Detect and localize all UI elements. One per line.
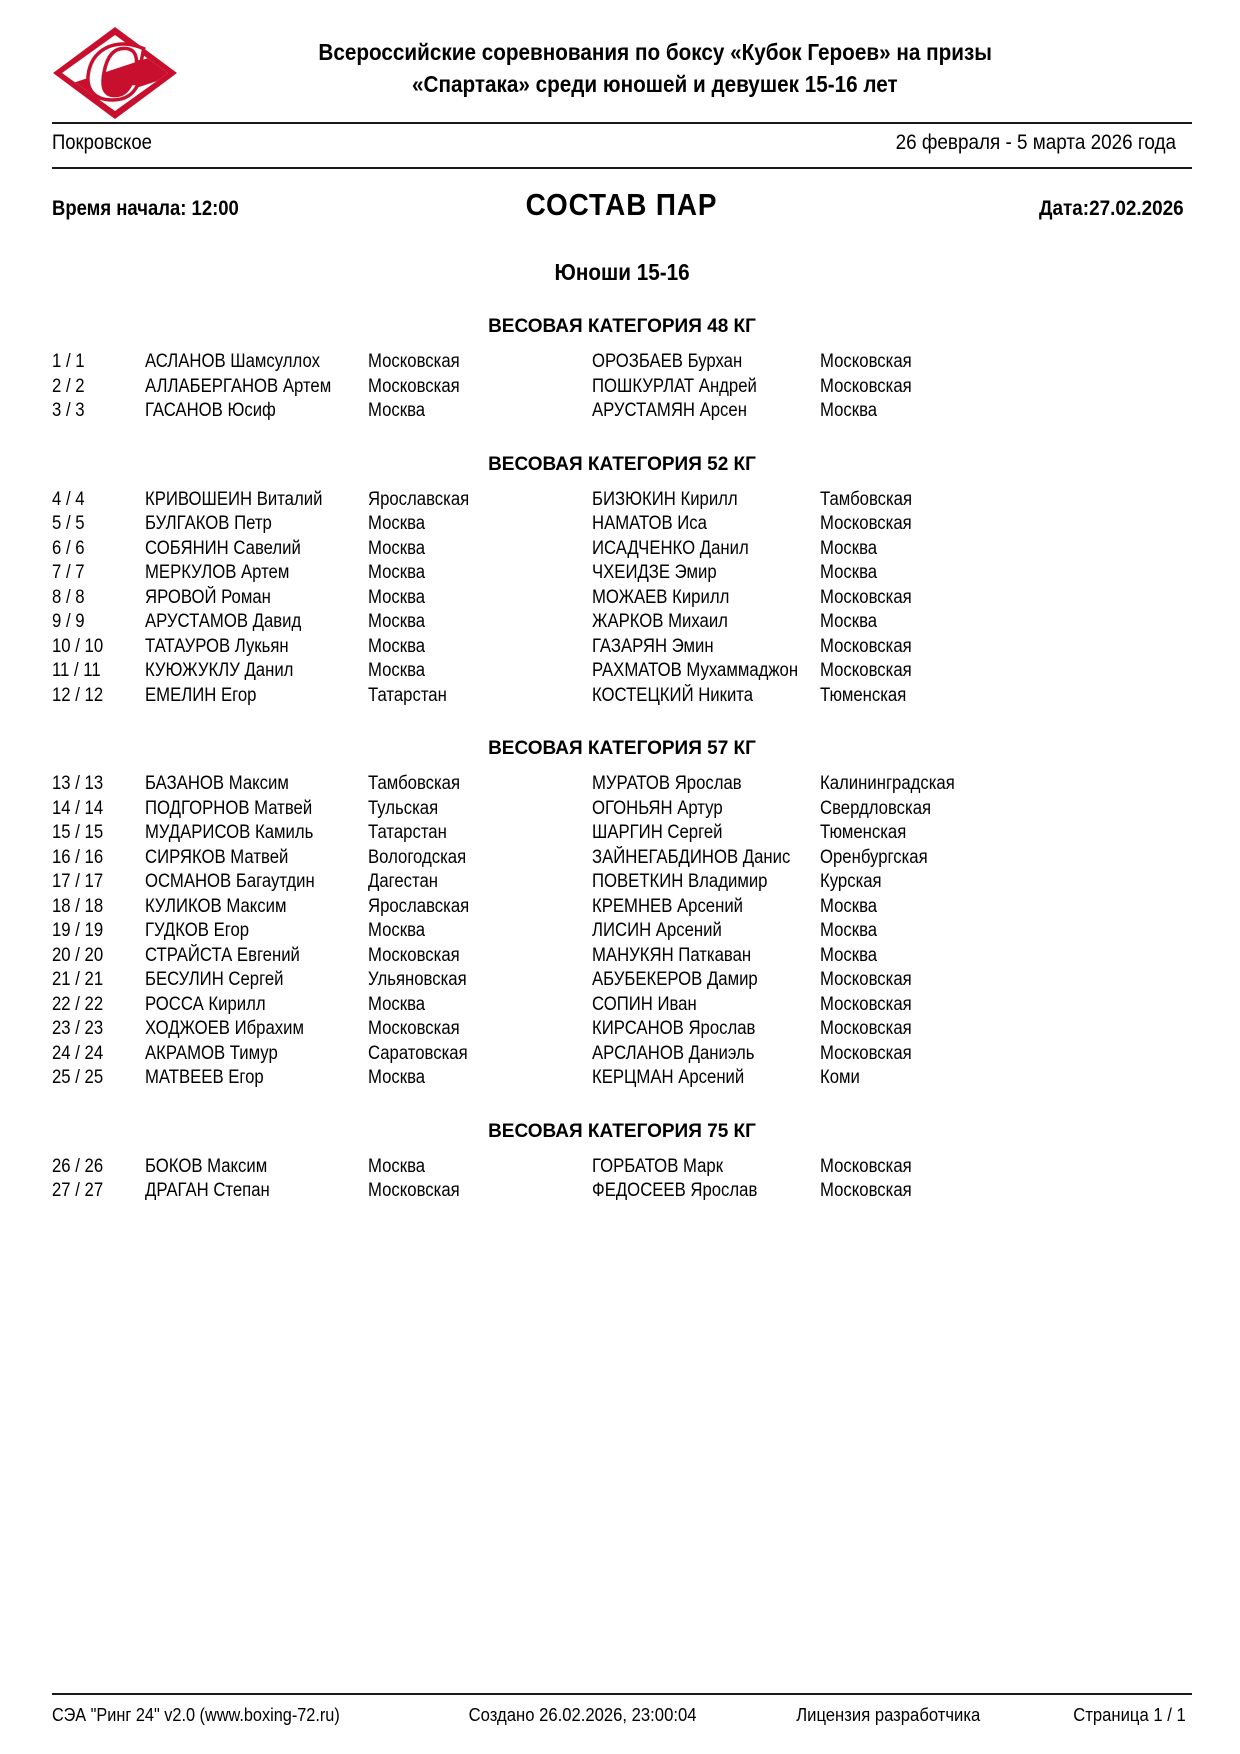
red-corner-region: Московская (368, 1180, 460, 1201)
blue-corner-name: КРЕМНЕВ Арсений (592, 895, 744, 917)
blue-corner-name: ФЕДОСЕЕВ Ярослав (592, 1180, 758, 1201)
blue-corner-region: Московская (820, 1155, 912, 1177)
pair-number: 3 / 3 (52, 400, 85, 421)
blue-corner-name: БИЗЮКИН Кирилл (592, 488, 738, 510)
pair-row (52, 968, 1192, 993)
blue-corner-name: ЗАЙНЕГАБДИНОВ Данис (592, 846, 791, 868)
blue-corner-name: МУРАТОВ Ярослав (592, 773, 742, 794)
blue-corner-region: Московская (820, 1042, 912, 1064)
red-corner-name: ДРАГАН Степан (145, 1180, 270, 1201)
blue-corner-region: Москва (820, 611, 878, 632)
document-footer (52, 1693, 1192, 1726)
blue-corner-region: Московская (820, 375, 912, 397)
red-corner-region: Ярославская (368, 488, 470, 510)
blue-corner-name: ГОРБАТОВ Марк (592, 1155, 724, 1177)
pair-row (52, 1017, 1192, 1042)
pair-number: 21 / 21 (52, 969, 104, 990)
category-heading: ВЕСОВАЯ КАТЕГОРИЯ 75 КГ (488, 1120, 756, 1142)
pair-row (52, 870, 1192, 895)
pair-row (52, 350, 1192, 375)
blue-corner-region: Оренбургская (820, 846, 928, 868)
blue-corner-name: ЧХЕИДЗЕ Эмир (592, 562, 717, 583)
blue-corner-region: Московская (820, 969, 912, 990)
blue-corner-name: КИРСАНОВ Ярослав (592, 1018, 756, 1039)
red-corner-name: ПОДГОРНОВ Матвей (145, 797, 313, 819)
section-rows (52, 1155, 1192, 1204)
blue-corner-name: ОГОНЬЯН Артур (592, 797, 723, 819)
date-range-label: 26 февраля - 5 марта 2026 года (895, 131, 1177, 154)
title-line-1: Всероссийские соревнования по боксу «Кубок Героев» на призы (318, 39, 992, 65)
blue-corner-name: ЖАРКОВ Михаил (592, 611, 728, 632)
red-corner-region: Тамбовская (368, 773, 461, 794)
red-corner-name: ЕМЕЛИН Егор (145, 684, 257, 706)
pair-number: 9 / 9 (52, 611, 85, 632)
red-corner-region: Москва (368, 635, 426, 657)
red-corner-name: ХОДЖОЕВ Ибрахим (145, 1018, 304, 1039)
footer-created: Создано 26.02.2026, 23:00:04 (468, 1704, 697, 1725)
pair-number: 7 / 7 (52, 562, 85, 583)
footer-software: СЭА "Ринг 24" v2.0 (www.boxing-72.ru) (52, 1704, 340, 1725)
pair-number: 6 / 6 (52, 537, 85, 559)
blue-corner-name: МАНУКЯН Паткаван (592, 944, 752, 966)
red-corner-region: Москва (368, 1067, 426, 1088)
start-time-label: Время начала: 12:00 (52, 197, 239, 220)
blue-corner-region: Тюменская (820, 822, 907, 843)
pair-row (52, 846, 1192, 871)
pair-number: 14 / 14 (52, 797, 104, 819)
pair-number: 18 / 18 (52, 895, 104, 917)
red-corner-name: МУДАРИСОВ Камиль (145, 822, 314, 843)
pair-row (52, 1155, 1192, 1180)
weight-category-section (52, 1121, 1192, 1204)
blue-corner-region: Курская (820, 871, 882, 892)
blue-corner-region: Москва (820, 895, 878, 917)
red-corner-name: БУЛГАКОВ Петр (145, 513, 272, 534)
doc-date-label: Дата:27.02.2026 (1039, 197, 1184, 220)
pair-number: 24 / 24 (52, 1042, 104, 1064)
pair-number: 2 / 2 (52, 375, 85, 397)
red-corner-region: Саратовская (368, 1042, 468, 1064)
red-corner-name: ГУДКОВ Егор (145, 920, 250, 941)
weight-category-section (52, 454, 1192, 709)
blue-corner-name: АРУСТАМЯН Арсен (592, 400, 747, 421)
pair-row (52, 944, 1192, 969)
competition-title (178, 26, 1192, 100)
red-corner-name: КУЛИКОВ Максим (145, 895, 287, 917)
red-corner-name: КРИВОШЕИН Виталий (145, 488, 323, 510)
red-corner-region: Московская (368, 1018, 460, 1039)
red-corner-name: СИРЯКОВ Матвей (145, 846, 289, 868)
pair-number: 16 / 16 (52, 846, 104, 868)
red-corner-name: МЕРКУЛОВ Артем (145, 562, 290, 583)
pair-row (52, 1042, 1192, 1067)
document-title-row (52, 169, 1192, 223)
red-corner-name: СОБЯНИН Савелий (145, 537, 301, 559)
red-corner-region: Московская (368, 375, 460, 397)
title-line-2: «Спартака» среди юношей и девушек 15-16 лет (412, 71, 898, 98)
red-corner-region: Тульская (368, 797, 439, 819)
blue-corner-name: РАХМАТОВ Мухаммаджон (592, 660, 799, 681)
pair-number: 11 / 11 (52, 660, 101, 681)
blue-corner-name: ЛИСИН Арсений (592, 920, 722, 941)
red-corner-name: БАЗАНОВ Максим (145, 773, 289, 794)
pair-row (52, 895, 1192, 920)
section-rows (52, 350, 1192, 424)
blue-corner-region: Москва (820, 920, 878, 941)
pair-row (52, 993, 1192, 1018)
pair-row (52, 512, 1192, 537)
blue-corner-region: Калининградская (820, 773, 955, 794)
category-heading: ВЕСОВАЯ КАТЕГОРИЯ 48 КГ (488, 316, 756, 337)
page-title: СОСТАВ ПАР (526, 187, 718, 222)
red-corner-region: Московская (368, 351, 460, 372)
pair-number: 13 / 13 (52, 773, 104, 794)
pair-number: 27 / 27 (52, 1180, 104, 1201)
red-corner-region: Москва (368, 400, 426, 421)
blue-corner-region: Московская (820, 1018, 912, 1039)
pair-row (52, 610, 1192, 635)
meta-row (52, 124, 1192, 167)
red-corner-name: СТРАЙСТА Евгений (145, 944, 300, 966)
location-label: Покровское (52, 131, 152, 154)
blue-corner-region: Москва (820, 562, 878, 583)
spartak-logo-icon (52, 26, 178, 120)
blue-corner-region: Коми (820, 1067, 860, 1088)
blue-corner-name: ПОВЕТКИН Владимир (592, 871, 768, 892)
weight-category-section (52, 316, 1192, 424)
blue-corner-name: АРСЛАНОВ Даниэль (592, 1042, 755, 1064)
blue-corner-region: Московская (820, 993, 912, 1015)
red-corner-region: Ульяновская (368, 969, 467, 990)
weight-category-section (52, 738, 1192, 1091)
blue-corner-name: ОРОЗБАЕВ Бурхан (592, 351, 743, 372)
footer-page-number: Страница 1 / 1 (1073, 1704, 1186, 1725)
pair-row (52, 488, 1192, 513)
blue-corner-name: АБУБЕКЕРОВ Дамир (592, 969, 758, 990)
pair-number: 23 / 23 (52, 1018, 104, 1039)
blue-corner-region: Московская (820, 660, 912, 681)
blue-corner-region: Тюменская (820, 684, 907, 706)
red-corner-region: Дагестан (368, 871, 439, 892)
pairs-list (52, 316, 1192, 1204)
pair-row (52, 684, 1192, 709)
pair-row (52, 561, 1192, 586)
blue-corner-name: НАМАТОВ Иса (592, 513, 707, 534)
red-corner-region: Москва (368, 562, 426, 583)
blue-corner-region: Москва (820, 944, 878, 966)
red-corner-name: ЯРОВОЙ Роман (145, 586, 271, 608)
red-corner-name: БОКОВ Максим (145, 1155, 268, 1177)
pair-row (52, 635, 1192, 660)
red-corner-region: Ярославская (368, 895, 470, 917)
red-corner-region: Москва (368, 513, 426, 534)
blue-corner-region: Москва (820, 537, 878, 559)
blue-corner-region: Москва (820, 400, 878, 421)
blue-corner-name: ИСАДЧЕНКО Данил (592, 537, 749, 559)
blue-corner-region: Московская (820, 513, 912, 534)
category-heading: ВЕСОВАЯ КАТЕГОРИЯ 52 КГ (488, 453, 756, 475)
blue-corner-region: Тамбовская (820, 488, 913, 510)
pair-number: 4 / 4 (52, 488, 85, 510)
red-corner-region: Москва (368, 920, 426, 941)
group-subtitle: Юноши 15-16 (554, 259, 690, 285)
pair-number: 15 / 15 (52, 822, 104, 843)
red-corner-region: Москва (368, 993, 426, 1015)
blue-corner-name: ГАЗАРЯН Эмин (592, 635, 714, 657)
pair-row (52, 797, 1192, 822)
red-corner-name: БЕСУЛИН Сергей (145, 969, 284, 990)
pair-number: 10 / 10 (52, 635, 104, 657)
red-corner-name: АСЛАНОВ Шамсуллох (145, 351, 320, 372)
blue-corner-region: Московская (820, 1180, 912, 1201)
red-corner-name: КУЮЖУКЛУ Данил (145, 660, 294, 681)
pair-number: 5 / 5 (52, 513, 85, 534)
pair-row (52, 399, 1192, 424)
red-corner-region: Москва (368, 586, 426, 608)
blue-corner-name: ШАРГИН Сергей (592, 822, 723, 843)
red-corner-name: АРУСТАМОВ Давид (145, 611, 302, 632)
pair-row (52, 659, 1192, 684)
pair-row (52, 537, 1192, 562)
red-corner-region: Татарстан (368, 822, 447, 843)
pair-row (52, 375, 1192, 400)
blue-corner-region: Московская (820, 351, 912, 372)
red-corner-region: Вологодская (368, 846, 467, 868)
blue-corner-region: Московская (820, 635, 912, 657)
red-corner-name: АКРАМОВ Тимур (145, 1042, 278, 1064)
blue-corner-name: КОСТЕЦКИЙ Никита (592, 684, 754, 706)
red-corner-region: Москва (368, 660, 426, 681)
pair-number: 8 / 8 (52, 586, 85, 608)
pair-number: 17 / 17 (52, 871, 104, 892)
red-corner-region: Москва (368, 537, 426, 559)
pair-number: 1 / 1 (52, 351, 85, 372)
section-rows (52, 772, 1192, 1091)
pair-row (52, 919, 1192, 944)
blue-corner-name: МОЖАЕВ Кирилл (592, 586, 730, 608)
pair-number: 19 / 19 (52, 920, 104, 941)
blue-corner-name: СОПИН Иван (592, 993, 697, 1015)
red-corner-name: ТАТАУРОВ Лукьян (145, 635, 289, 657)
blue-corner-name: ПОШКУРЛАТ Андрей (592, 375, 757, 397)
document-header (52, 26, 1192, 120)
logo-letter: C (85, 31, 145, 117)
category-heading: ВЕСОВАЯ КАТЕГОРИЯ 57 КГ (488, 738, 756, 759)
blue-corner-name: КЕРЦМАН Арсений (592, 1067, 745, 1088)
red-corner-region: Москва (368, 611, 426, 632)
pair-row (52, 821, 1192, 846)
pair-row (52, 586, 1192, 611)
pair-number: 22 / 22 (52, 993, 104, 1015)
pair-number: 25 / 25 (52, 1067, 104, 1088)
pair-number: 26 / 26 (52, 1155, 104, 1177)
red-corner-name: МАТВЕЕВ Егор (145, 1067, 264, 1088)
red-corner-name: ГАСАНОВ Юсиф (145, 400, 276, 421)
pair-number: 12 / 12 (52, 684, 104, 706)
pair-row (52, 772, 1192, 797)
red-corner-region: Московская (368, 944, 460, 966)
red-corner-name: АЛЛАБЕРГАНОВ Артем (145, 375, 332, 397)
pair-row (52, 1179, 1192, 1204)
footer-license: Лицензия разработчика (795, 1704, 981, 1725)
red-corner-region: Татарстан (368, 684, 447, 706)
blue-corner-region: Свердловская (820, 797, 932, 819)
red-corner-name: ОСМАНОВ Багаутдин (145, 871, 315, 892)
blue-corner-region: Московская (820, 586, 912, 608)
pair-row (52, 1066, 1192, 1091)
pair-number: 20 / 20 (52, 944, 104, 966)
red-corner-region: Москва (368, 1155, 426, 1177)
red-corner-name: РОССА Кирилл (145, 993, 266, 1015)
section-rows (52, 488, 1192, 709)
